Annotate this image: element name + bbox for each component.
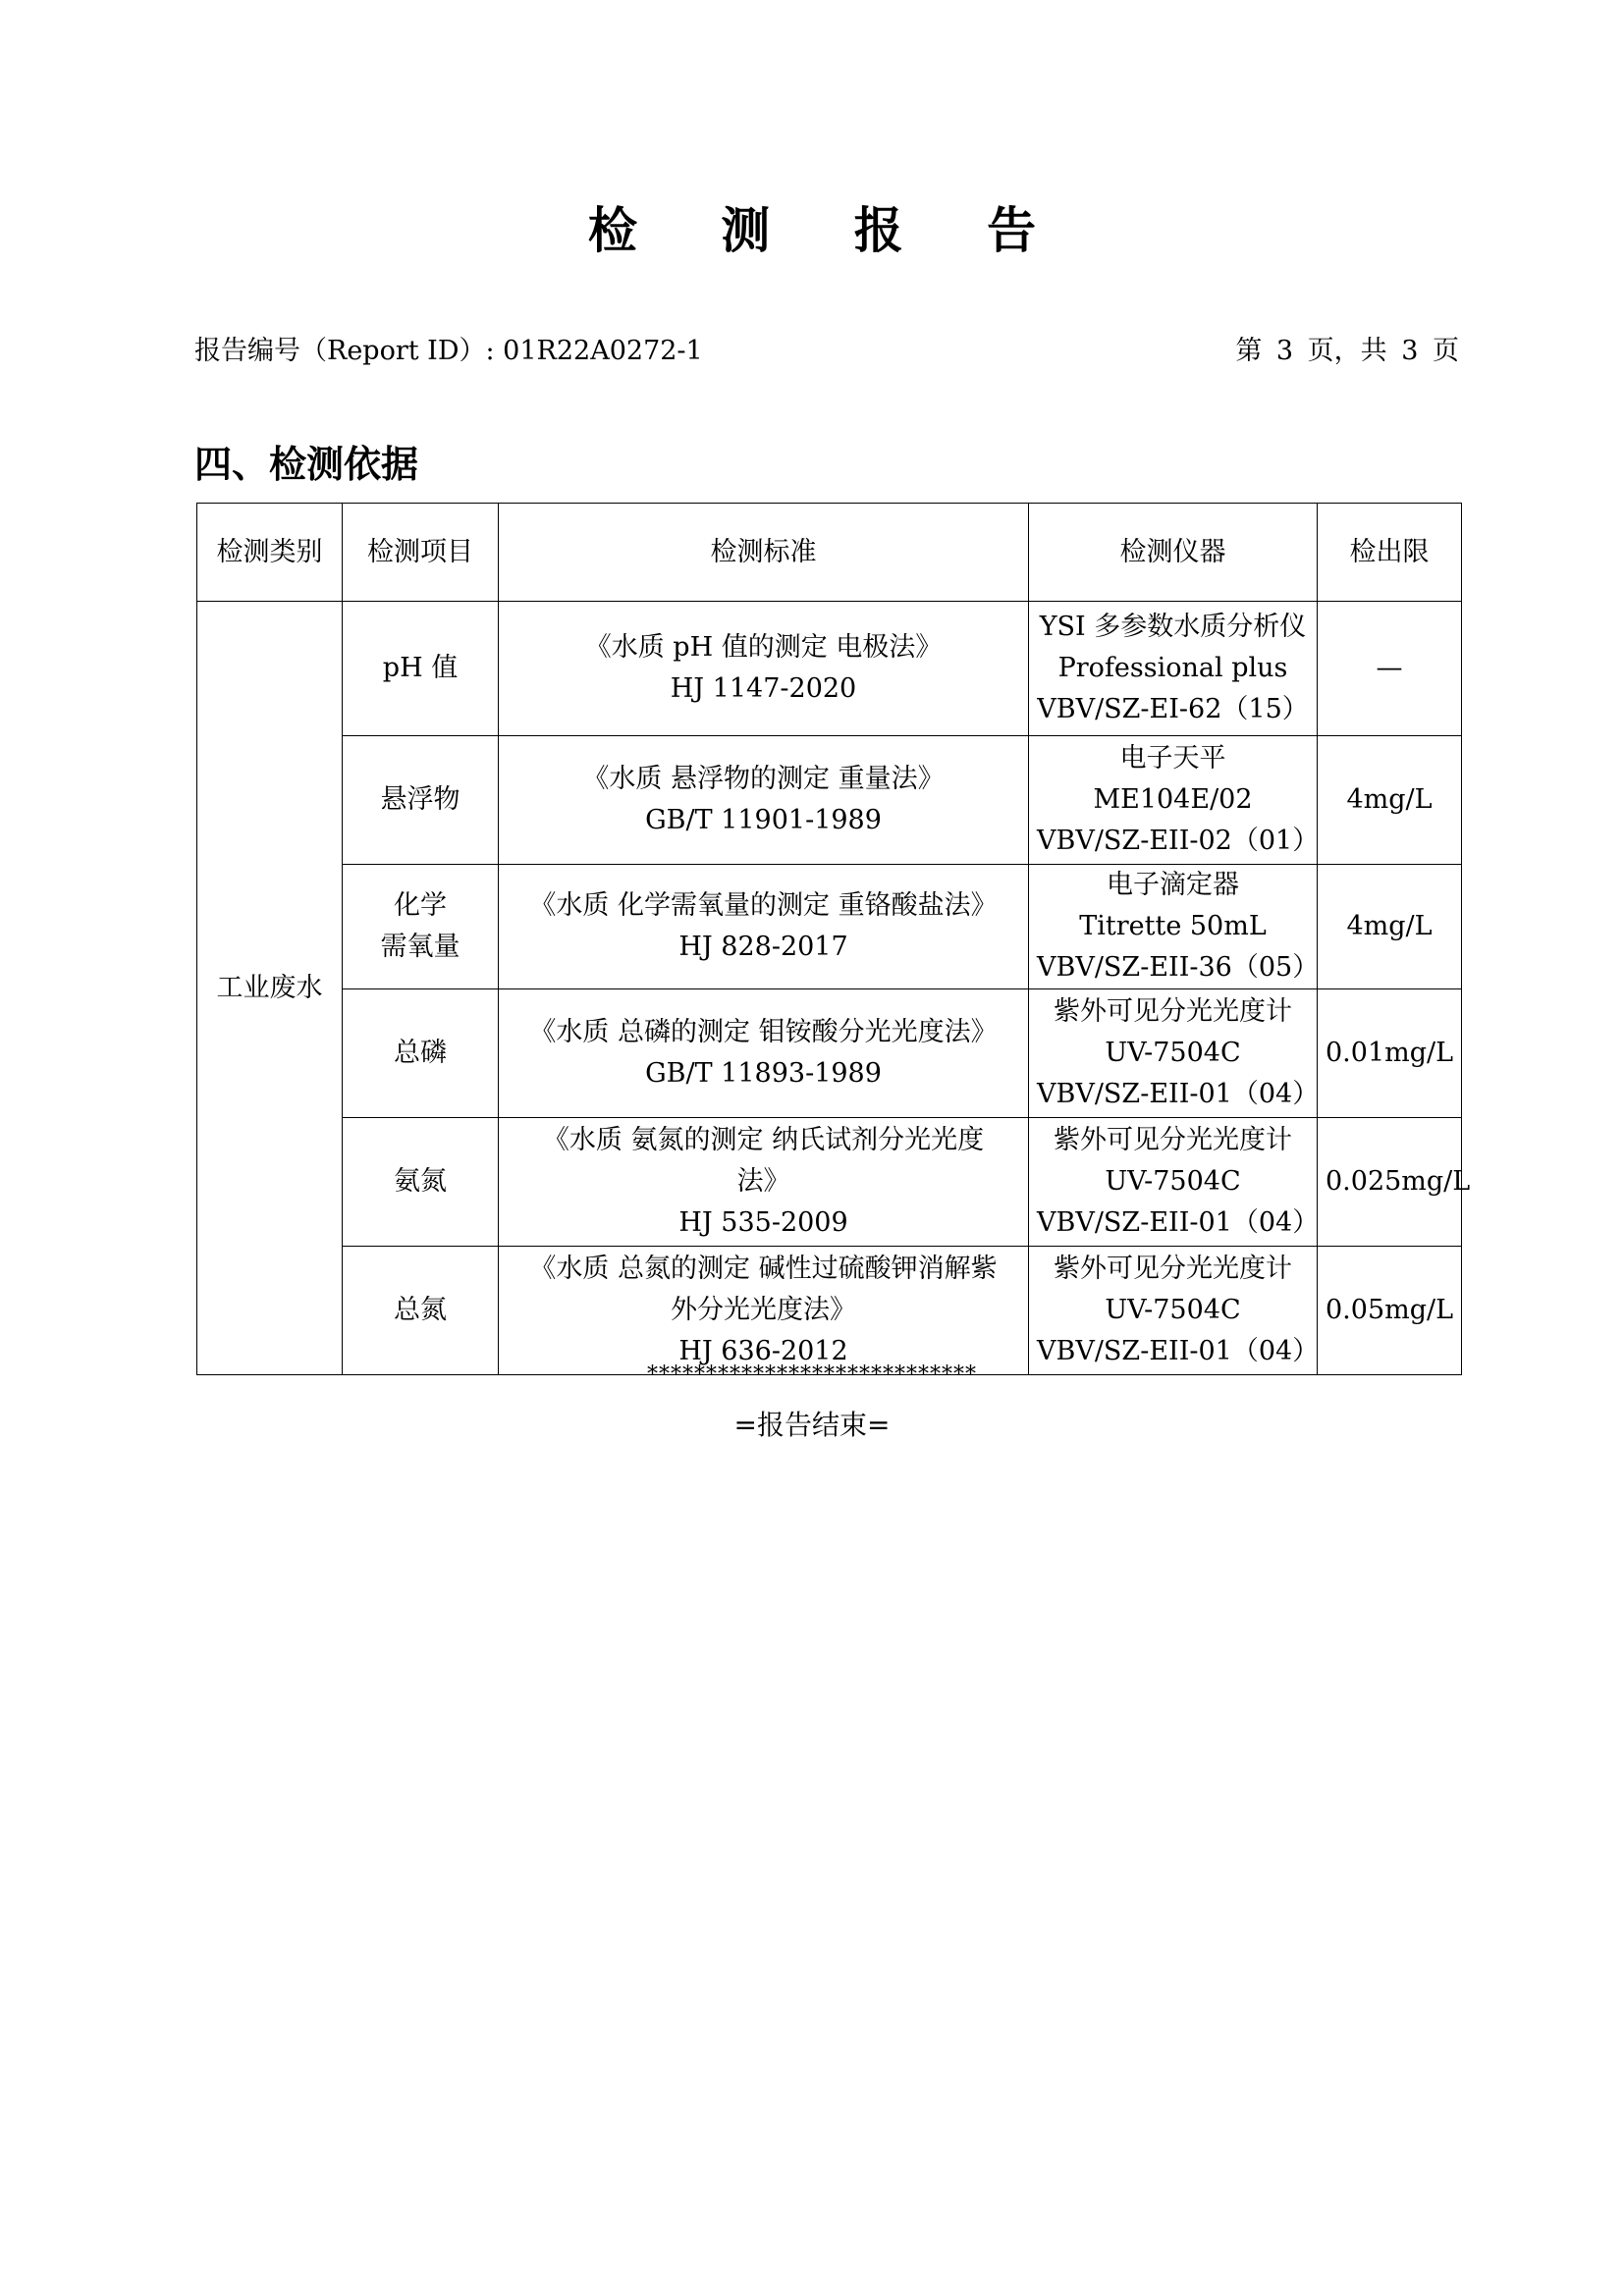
instrument-cell-line: YSI 多参数水质分析仪	[1039, 612, 1307, 642]
instrument-cell-line: 紫外可见分光光度计	[1054, 996, 1292, 1027]
end-stars: ****************************	[647, 1362, 977, 1387]
standard-cell	[499, 1247, 1029, 1375]
item-cell	[343, 602, 499, 736]
instrument-cell-line: ME104E/02	[1093, 784, 1253, 815]
item-cell-line: 悬浮物	[380, 784, 460, 815]
standard-cell	[499, 736, 1029, 865]
column-header-category: 检测类别	[197, 504, 343, 602]
standard-cell-line: GB/T 11893-1989	[645, 1058, 882, 1089]
instrument-cell-line: VBV/SZ-EII-01（04）	[1037, 1207, 1320, 1238]
item-cell-line: 氨氮	[394, 1166, 447, 1197]
standard-cell-line: 《水质 悬浮物的测定 重量法》	[582, 764, 945, 794]
instrument-cell-line: Professional plus	[1057, 653, 1288, 683]
instrument-cell-line: 电子天平	[1119, 743, 1226, 774]
item-cell-line: pH 值	[382, 653, 459, 683]
instrument-cell-line: 紫外可见分光光度计	[1054, 1125, 1292, 1155]
instrument-cell	[1029, 1247, 1318, 1375]
instrument-cell-line: VBV/SZ-EII-01（04）	[1037, 1079, 1320, 1109]
column-header-standard: 检测标准	[499, 504, 1029, 602]
standard-cell-line: HJ 828-2017	[678, 932, 848, 962]
instrument-cell-line: 电子滴定器	[1107, 870, 1239, 900]
limit-cell: 0.025mg/L	[1318, 1118, 1462, 1247]
instrument-cell	[1029, 865, 1318, 989]
standard-cell-line: HJ 535-2009	[678, 1207, 848, 1238]
instrument-cell-line: UV-7504C	[1105, 1166, 1241, 1197]
column-header-instrument: 检测仪器	[1029, 504, 1318, 602]
item-cell	[343, 989, 499, 1118]
standard-cell	[499, 1118, 1029, 1247]
table-row	[197, 989, 1462, 1118]
table-row	[197, 865, 1462, 989]
instrument-cell	[1029, 989, 1318, 1118]
item-cell-line: 总磷	[394, 1038, 447, 1068]
standard-cell-line: 《水质 总氮的测定 碱性过硫酸钾消解紫	[529, 1254, 998, 1284]
standard-cell	[499, 989, 1029, 1118]
report-end-text: =报告结束=	[733, 1409, 891, 1441]
limit-cell: 0.01mg/L	[1318, 989, 1462, 1118]
instrument-cell-line: VBV/SZ-EI-62（15）	[1037, 694, 1309, 724]
standard-cell-line: HJ 636-2012	[678, 1336, 848, 1366]
instrument-cell-line: Titrette 50mL	[1079, 911, 1267, 941]
table-row	[197, 602, 1462, 736]
item-cell	[343, 736, 499, 865]
instrument-cell	[1029, 1118, 1318, 1247]
table-row	[197, 1118, 1462, 1247]
limit-cell: 4mg/L	[1318, 865, 1462, 989]
item-cell	[343, 1118, 499, 1247]
instrument-cell-line: VBV/SZ-EII-02（01）	[1037, 826, 1320, 856]
column-header-limit: 检出限	[1318, 504, 1462, 602]
instrument-cell-line: 紫外可见分光光度计	[1054, 1254, 1292, 1284]
standard-cell-line: GB/T 11901-1989	[645, 805, 882, 835]
section-title: 四、检测依据	[194, 443, 419, 486]
standard-cell-line: 《水质 pH 值的测定 电极法》	[584, 632, 943, 663]
item-cell-line: 总氮	[394, 1295, 447, 1325]
standard-cell-line: 《水质 总磷的测定 钼铵酸分光光度法》	[529, 1017, 998, 1047]
item-cell	[343, 1247, 499, 1375]
report-id: 报告编号（Report ID）: 01R22A0272-1	[194, 336, 703, 366]
table-header-row	[197, 504, 1462, 602]
instrument-cell-line: VBV/SZ-EII-01（04）	[1037, 1336, 1320, 1366]
table-row	[197, 1247, 1462, 1375]
limit-cell: —	[1318, 602, 1462, 736]
table-body	[197, 602, 1471, 1375]
standard-cell-line: 《水质 化学需氧量的测定 重铬酸盐法》	[529, 890, 998, 921]
standard-cell-line: 外分光光度法》	[671, 1295, 856, 1325]
instrument-cell-line: UV-7504C	[1105, 1038, 1241, 1068]
item-cell-line: 需氧量	[380, 932, 460, 962]
standard-cell-line: 法》	[736, 1166, 790, 1197]
standard-cell	[499, 602, 1029, 736]
instrument-cell-line: VBV/SZ-EII-36（05）	[1037, 952, 1320, 983]
table-row	[197, 736, 1462, 865]
column-header-item: 检测项目	[343, 504, 499, 602]
testing-basis-table	[196, 503, 1471, 1375]
instrument-cell	[1029, 736, 1318, 865]
item-cell-line: 化学	[394, 890, 447, 921]
page-number: 第 3 页，共 3 页	[1235, 336, 1459, 366]
instrument-cell	[1029, 602, 1318, 736]
limit-cell: 0.05mg/L	[1318, 1247, 1462, 1375]
category-cell: 工业废水	[197, 602, 343, 1375]
standard-cell-line: HJ 1147-2020	[670, 673, 857, 704]
instrument-cell-line: UV-7504C	[1105, 1295, 1241, 1325]
item-cell	[343, 865, 499, 989]
report-title: 检 测 报 告	[587, 202, 1070, 259]
standard-cell-line: 《水质 氨氮的测定 纳氏试剂分光光度	[542, 1125, 985, 1155]
standard-cell	[499, 865, 1029, 989]
limit-cell: 4mg/L	[1318, 736, 1462, 865]
